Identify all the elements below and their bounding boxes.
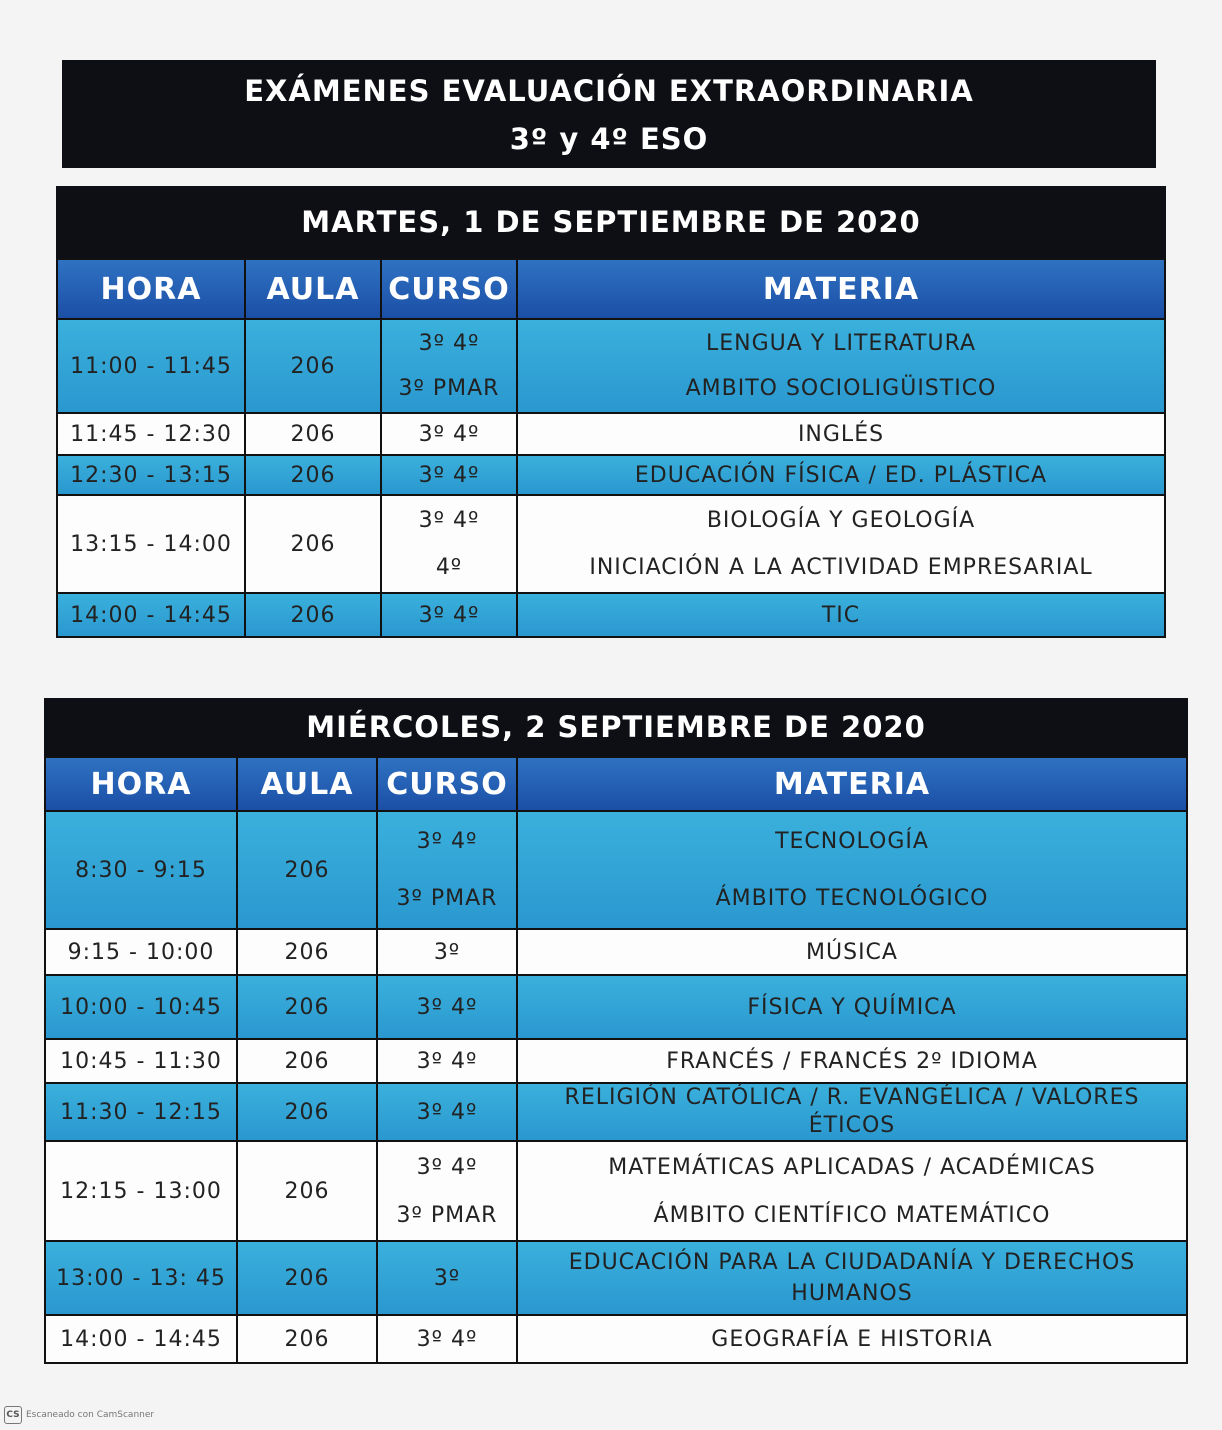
col-materia: MATERIA xyxy=(517,259,1165,319)
curso-cell xyxy=(377,1141,517,1241)
curso-value: 3º 4º xyxy=(418,508,480,533)
curso-cell: 3º xyxy=(377,1241,517,1315)
header-subtitle: 3º y 4º ESO xyxy=(509,122,709,156)
curso-cell xyxy=(377,811,517,929)
curso-cell: 3º 4º xyxy=(381,455,517,495)
curso-cell: 3º xyxy=(377,929,517,975)
col-aula: AULA xyxy=(237,757,377,811)
watermark-text: Escaneado con CamScanner xyxy=(26,1410,155,1420)
aula-cell: 206 xyxy=(237,975,377,1039)
hora-cell: 11:45 - 12:30 xyxy=(57,413,245,455)
col-materia: MATERIA xyxy=(517,757,1187,811)
hora-cell: 10:00 - 10:45 xyxy=(45,975,237,1039)
aula-cell: 206 xyxy=(237,929,377,975)
col-curso: CURSO xyxy=(381,259,517,319)
materia-cell xyxy=(517,1141,1187,1241)
hora-cell: 11:30 - 12:15 xyxy=(45,1083,237,1141)
materia-cell xyxy=(517,495,1165,593)
table-row xyxy=(45,811,1187,929)
table-row xyxy=(45,1039,1187,1083)
curso-cell xyxy=(381,319,517,413)
curso-value: 3º PMAR xyxy=(396,886,498,911)
hora-cell: 12:15 - 13:00 xyxy=(45,1141,237,1241)
day2-title: MIÉRCOLES, 2 SEPTIEMBRE DE 2020 xyxy=(44,698,1188,756)
materia-value: BIOLOGÍA Y GEOLOGÍA xyxy=(706,508,976,533)
materia-cell: TIC xyxy=(517,593,1165,637)
materia-cell: MÚSICA xyxy=(517,929,1187,975)
materia-value: INICIACIÓN A LA ACTIVIDAD EMPRESARIAL xyxy=(589,555,1093,580)
document-header xyxy=(62,60,1156,168)
hora-cell: 11:00 - 11:45 xyxy=(57,319,245,413)
materia-cell xyxy=(517,811,1187,929)
table-row xyxy=(45,1315,1187,1363)
materia-cell: EDUCACIÓN PARA LA CIUDADANÍA Y DERECHOS HUMANOS xyxy=(517,1241,1187,1315)
aula-cell: 206 xyxy=(237,1039,377,1083)
curso-value: 3º 4º xyxy=(416,1154,478,1180)
camscanner-logo-icon: CS xyxy=(4,1406,22,1424)
materia-cell: GEOGRAFÍA E HISTORIA xyxy=(517,1315,1187,1363)
curso-value: 3º 4º xyxy=(418,331,480,356)
materia-cell xyxy=(517,319,1165,413)
day2-schedule xyxy=(44,698,1188,1364)
day1-title: MARTES, 1 DE SEPTIEMBRE DE 2020 xyxy=(56,186,1166,258)
hora-cell: 9:15 - 10:00 xyxy=(45,929,237,975)
aula-cell: 206 xyxy=(237,1241,377,1315)
curso-cell: 3º 4º xyxy=(381,593,517,637)
col-curso: CURSO xyxy=(377,757,517,811)
materia-value: ÁMBITO CIENTÍFICO MATEMÁTICO xyxy=(653,1202,1051,1228)
materia-cell: RELIGIÓN CATÓLICA / R. EVANGÉLICA / VALORES ÉTICOS xyxy=(517,1083,1187,1141)
day1-schedule xyxy=(56,186,1166,638)
materia-value: ÁMBITO TECNOLÓGICO xyxy=(715,886,989,911)
scanner-watermark xyxy=(4,1406,154,1424)
materia-value: LENGUA Y LITERATURA xyxy=(705,331,977,356)
hora-cell: 8:30 - 9:15 xyxy=(45,811,237,929)
table-row xyxy=(45,975,1187,1039)
aula-cell: 206 xyxy=(245,455,381,495)
curso-value: 3º 4º xyxy=(416,829,478,854)
aula-cell: 206 xyxy=(245,495,381,593)
table-row xyxy=(57,593,1165,637)
header-title: EXÁMENES EVALUACIÓN EXTRAORDINARIA xyxy=(244,74,974,108)
materia-value: TECNOLOGÍA xyxy=(775,829,929,854)
curso-cell: 3º 4º xyxy=(381,413,517,455)
curso-cell: 3º 4º xyxy=(377,975,517,1039)
materia-cell: INGLÉS xyxy=(517,413,1165,455)
col-aula: AULA xyxy=(245,259,381,319)
curso-cell: 3º 4º xyxy=(377,1083,517,1141)
curso-value: 3º PMAR xyxy=(396,1202,498,1228)
hora-cell: 14:00 - 14:45 xyxy=(57,593,245,637)
table-row xyxy=(45,1141,1187,1241)
table-row xyxy=(57,455,1165,495)
materia-cell: FÍSICA Y QUÍMICA xyxy=(517,975,1187,1039)
table-row xyxy=(45,929,1187,975)
materia-value: MATEMÁTICAS APLICADAS / ACADÉMICAS xyxy=(608,1154,1096,1180)
materia-value: AMBITO SOCIOLIGÜISTICO xyxy=(685,376,997,401)
col-hora: HORA xyxy=(45,757,237,811)
table-row xyxy=(45,1241,1187,1315)
table-row xyxy=(57,495,1165,593)
col-hora: HORA xyxy=(57,259,245,319)
aula-cell: 206 xyxy=(237,1315,377,1363)
hora-cell: 13:15 - 14:00 xyxy=(57,495,245,593)
hora-cell: 12:30 - 13:15 xyxy=(57,455,245,495)
table-row xyxy=(57,319,1165,413)
day2-table xyxy=(44,756,1188,1364)
aula-cell: 206 xyxy=(245,413,381,455)
aula-cell: 206 xyxy=(245,593,381,637)
curso-cell: 3º 4º xyxy=(377,1315,517,1363)
day1-table xyxy=(56,258,1166,638)
aula-cell: 206 xyxy=(237,811,377,929)
curso-cell: 3º 4º xyxy=(377,1039,517,1083)
curso-value: 3º PMAR xyxy=(398,376,500,401)
curso-value: 4º xyxy=(435,555,463,580)
table-row xyxy=(45,1083,1187,1141)
hora-cell: 10:45 - 11:30 xyxy=(45,1039,237,1083)
materia-cell: EDUCACIÓN FÍSICA / ED. PLÁSTICA xyxy=(517,455,1165,495)
table-row xyxy=(57,413,1165,455)
aula-cell: 206 xyxy=(237,1083,377,1141)
curso-cell xyxy=(381,495,517,593)
aula-cell: 206 xyxy=(237,1141,377,1241)
hora-cell: 13:00 - 13: 45 xyxy=(45,1241,237,1315)
materia-cell: FRANCÉS / FRANCÉS 2º IDIOMA xyxy=(517,1039,1187,1083)
hora-cell: 14:00 - 14:45 xyxy=(45,1315,237,1363)
aula-cell: 206 xyxy=(245,319,381,413)
